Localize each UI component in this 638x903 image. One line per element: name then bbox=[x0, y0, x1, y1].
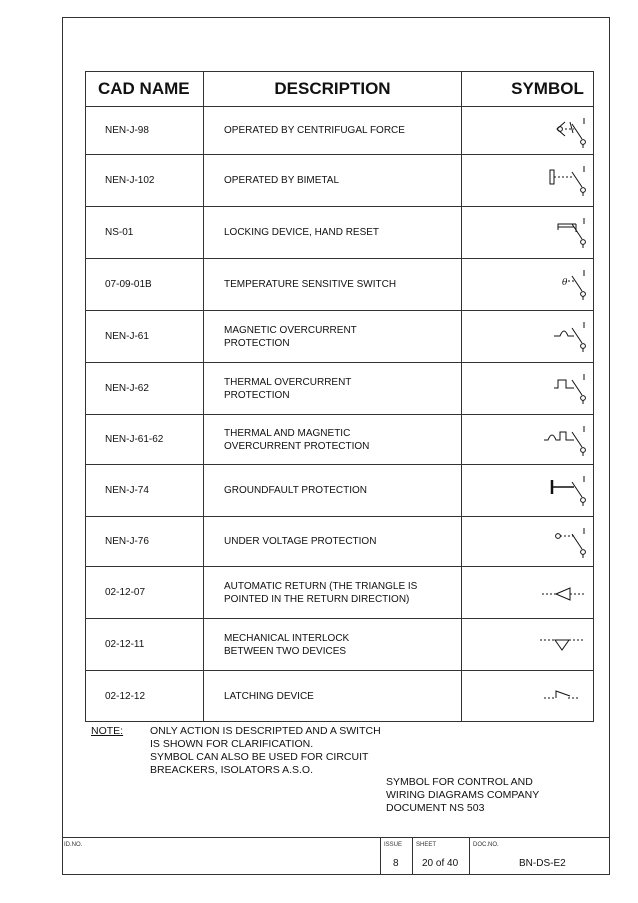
table-row bbox=[86, 567, 594, 619]
latching-device-icon bbox=[462, 672, 594, 721]
symbol-cell bbox=[462, 207, 594, 259]
table-row bbox=[86, 207, 594, 259]
cad-name-cell: 02-12-11 bbox=[86, 619, 204, 671]
document-title bbox=[386, 776, 566, 815]
magnetic-overcurrent-icon bbox=[462, 312, 594, 362]
thermal-magnetic-icon bbox=[462, 416, 594, 464]
hand-reset-icon bbox=[462, 208, 594, 258]
cad-name-cell: 07-09-01B bbox=[86, 259, 204, 311]
symbol-cell bbox=[462, 671, 594, 722]
cad-name-cell: 02-12-07 bbox=[86, 567, 204, 619]
symbol-cell bbox=[462, 567, 594, 619]
table-row bbox=[86, 259, 594, 311]
description-line: PROTECTION bbox=[224, 389, 290, 401]
symbol-cell bbox=[462, 259, 594, 311]
header-description: DESCRIPTION bbox=[204, 72, 462, 107]
groundfault-icon bbox=[462, 466, 594, 516]
svg-text:θ: θ bbox=[562, 277, 568, 288]
table-row bbox=[86, 107, 594, 155]
symbol-cell bbox=[462, 517, 594, 567]
symbol-cell bbox=[462, 311, 594, 363]
description-cell: OPERATED BY CENTRIFUGAL FORCE bbox=[204, 107, 462, 155]
table-row bbox=[86, 363, 594, 415]
symbol-cell bbox=[462, 465, 594, 517]
title-block-divider bbox=[469, 837, 470, 875]
temperature-switch-icon bbox=[462, 260, 594, 310]
description-cell bbox=[204, 567, 462, 619]
header-symbol: SYMBOL bbox=[462, 72, 594, 107]
description-cell bbox=[204, 415, 462, 465]
cad-name-cell: NEN-J-74 bbox=[86, 465, 204, 517]
description-cell bbox=[204, 363, 462, 415]
under-voltage-icon bbox=[462, 518, 594, 566]
description-line: THERMAL OVERCURRENT bbox=[224, 376, 352, 388]
description-line: POINTED IN THE RETURN DIRECTION) bbox=[224, 593, 410, 605]
description-cell: UNDER VOLTAGE PROTECTION bbox=[204, 517, 462, 567]
description-line: THERMAL AND MAGNETIC bbox=[224, 427, 351, 439]
note-line: ONLY ACTION IS DESCRIPTED AND A SWITCH bbox=[150, 725, 381, 737]
cad-name-cell: NEN-J-61 bbox=[86, 311, 204, 363]
id-no-label: ID.NO. bbox=[64, 842, 83, 848]
cad-name-cell: NEN-J-61-62 bbox=[86, 415, 204, 465]
cad-name-cell: NEN-J-76 bbox=[86, 517, 204, 567]
issue-label: ISSUE bbox=[384, 842, 403, 848]
doc-no-value: BN-DS-E2 bbox=[519, 858, 566, 869]
description-cell bbox=[204, 311, 462, 363]
title-block-top-line bbox=[62, 837, 610, 838]
note-text bbox=[150, 725, 410, 777]
symbol-cell bbox=[462, 415, 594, 465]
automatic-return-icon bbox=[462, 568, 594, 618]
description-cell: LOCKING DEVICE, HAND RESET bbox=[204, 207, 462, 259]
bimetal-icon bbox=[462, 156, 594, 206]
title-block-divider bbox=[412, 837, 413, 875]
symbol-cell bbox=[462, 155, 594, 207]
document-title-line: DOCUMENT NS 503 bbox=[386, 802, 485, 814]
symbol-table bbox=[85, 71, 594, 722]
document-title-line: WIRING DIAGRAMS COMPANY bbox=[386, 789, 540, 801]
centrifugal-force-icon bbox=[462, 108, 594, 154]
description-cell bbox=[204, 619, 462, 671]
description-cell: LATCHING DEVICE bbox=[204, 671, 462, 722]
description-line: MECHANICAL INTERLOCK bbox=[224, 632, 350, 644]
mechanical-interlock-icon bbox=[462, 620, 594, 670]
description-cell: GROUNDFAULT PROTECTION bbox=[204, 465, 462, 517]
table-header-row bbox=[86, 72, 594, 107]
description-line: MAGNETIC OVERCURRENT bbox=[224, 324, 357, 336]
note-line: BREACKERS, ISOLATORS A.S.O. bbox=[150, 764, 313, 776]
table-row bbox=[86, 619, 594, 671]
table-row bbox=[86, 517, 594, 567]
symbol-cell bbox=[462, 363, 594, 415]
description-line: BETWEEN TWO DEVICES bbox=[224, 645, 347, 657]
table-row bbox=[86, 465, 594, 517]
sheet-value: 20 of 40 bbox=[422, 858, 459, 869]
description-cell: OPERATED BY BIMETAL bbox=[204, 155, 462, 207]
doc-no-label: DOC.NO. bbox=[473, 842, 499, 848]
cad-name-cell: NEN-J-98 bbox=[86, 107, 204, 155]
cad-name-cell: 02-12-12 bbox=[86, 671, 204, 722]
title-block-divider bbox=[380, 837, 381, 875]
sheet-label: SHEET bbox=[416, 842, 437, 848]
cad-name-cell: NS-01 bbox=[86, 207, 204, 259]
description-line: AUTOMATIC RETURN (THE TRIANGLE IS bbox=[224, 580, 418, 592]
issue-value: 8 bbox=[393, 858, 399, 869]
table-row bbox=[86, 311, 594, 363]
note-line: SYMBOL CAN ALSO BE USED FOR CIRCUIT bbox=[150, 751, 369, 763]
document-title-line: SYMBOL FOR CONTROL AND bbox=[386, 776, 533, 788]
cad-name-cell: NEN-J-62 bbox=[86, 363, 204, 415]
note-label: NOTE: bbox=[91, 725, 124, 737]
header-cad-name: CAD NAME bbox=[86, 72, 204, 107]
description-cell: TEMPERATURE SENSITIVE SWITCH bbox=[204, 259, 462, 311]
table-row bbox=[86, 671, 594, 722]
thermal-overcurrent-icon bbox=[462, 364, 594, 414]
description-line: OVERCURRENT PROTECTION bbox=[224, 440, 370, 452]
symbol-cell bbox=[462, 619, 594, 671]
table-row bbox=[86, 415, 594, 465]
cad-name-cell: NEN-J-102 bbox=[86, 155, 204, 207]
symbol-cell bbox=[462, 107, 594, 155]
table-row bbox=[86, 155, 594, 207]
note-line: IS SHOWN FOR CLARIFICATION. bbox=[150, 738, 314, 750]
description-line: PROTECTION bbox=[224, 337, 290, 349]
